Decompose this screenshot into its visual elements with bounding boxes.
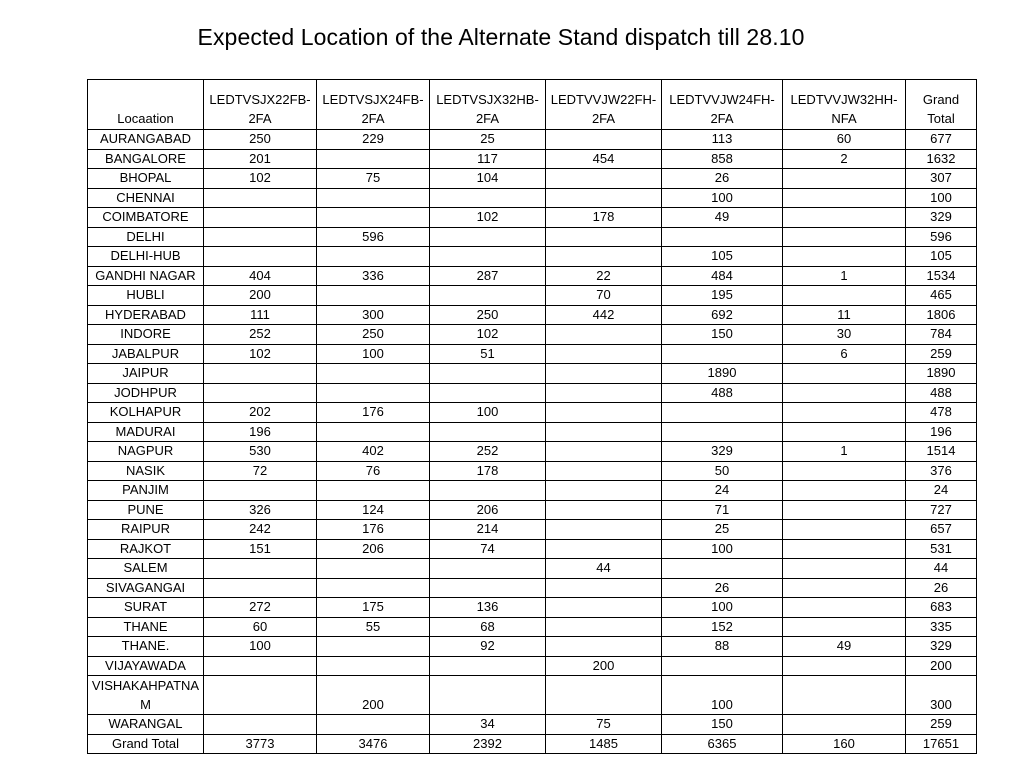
table-cell: 88 (662, 637, 783, 657)
table-cell: 102 (430, 208, 546, 228)
table-cell (430, 188, 546, 208)
table-cell (783, 247, 906, 267)
table-cell (546, 442, 662, 462)
table-cell (546, 539, 662, 559)
location-cell: PANJIM (88, 481, 204, 501)
table-cell: 30 (783, 325, 906, 345)
table-cell (546, 500, 662, 520)
table-cell: 206 (430, 500, 546, 520)
table-cell (430, 247, 546, 267)
table-cell: 100 (662, 598, 783, 618)
table-cell (783, 461, 906, 481)
table-cell: 150 (662, 715, 783, 735)
table-cell (662, 403, 783, 423)
table-cell (546, 344, 662, 364)
table-cell (783, 422, 906, 442)
table-cell (783, 286, 906, 306)
table-cell: 858 (662, 149, 783, 169)
table-cell (662, 656, 783, 676)
table-cell: 111 (204, 305, 317, 325)
table-cell: 100 (662, 676, 783, 715)
table-cell: 250 (430, 305, 546, 325)
table-body (88, 130, 977, 754)
table-cell: 683 (906, 598, 977, 618)
column-header: LEDTVSJX22FB-2FA (204, 80, 317, 130)
location-cell: THANE. (88, 637, 204, 657)
table-cell (546, 617, 662, 637)
table-cell: 2392 (430, 734, 546, 754)
table-row (88, 481, 977, 501)
table-cell: 25 (430, 130, 546, 150)
table-cell (546, 169, 662, 189)
location-cell: HYDERABAD (88, 305, 204, 325)
table-cell (430, 656, 546, 676)
table-cell: 454 (546, 149, 662, 169)
table-cell: 252 (204, 325, 317, 345)
table-cell: 596 (906, 227, 977, 247)
table-row (88, 442, 977, 462)
table-cell: 530 (204, 442, 317, 462)
table-cell: 250 (317, 325, 430, 345)
location-cell: COIMBATORE (88, 208, 204, 228)
table-cell: 404 (204, 266, 317, 286)
location-cell: BHOPAL (88, 169, 204, 189)
table-cell: 60 (204, 617, 317, 637)
table-cell: 105 (906, 247, 977, 267)
table-row (88, 247, 977, 267)
table-cell (783, 559, 906, 579)
table-cell (546, 247, 662, 267)
table-cell: 335 (906, 617, 977, 637)
table-cell (204, 715, 317, 735)
table-row (88, 539, 977, 559)
table-cell: 17651 (906, 734, 977, 754)
table-cell: 242 (204, 520, 317, 540)
table-cell: 26 (662, 169, 783, 189)
table-cell (662, 422, 783, 442)
location-cell: RAIPUR (88, 520, 204, 540)
table-cell (317, 559, 430, 579)
table-cell (783, 578, 906, 598)
table-row (88, 656, 977, 676)
table-cell: 202 (204, 403, 317, 423)
table-row (88, 188, 977, 208)
table-cell (546, 227, 662, 247)
table-cell: 478 (906, 403, 977, 423)
table-cell: 1514 (906, 442, 977, 462)
table-row (88, 149, 977, 169)
table-cell (546, 637, 662, 657)
table-cell: 70 (546, 286, 662, 306)
table-row (88, 169, 977, 189)
table-cell (546, 130, 662, 150)
table-row (88, 520, 977, 540)
table-cell (317, 656, 430, 676)
table-cell (317, 247, 430, 267)
table-cell: 287 (430, 266, 546, 286)
table-cell: 1485 (546, 734, 662, 754)
table-cell (783, 227, 906, 247)
column-header-location: Locaation (88, 80, 204, 130)
table-cell (546, 188, 662, 208)
table-cell: 11 (783, 305, 906, 325)
table-cell: 259 (906, 715, 977, 735)
table-cell (317, 715, 430, 735)
table-cell (430, 559, 546, 579)
table-cell: 105 (662, 247, 783, 267)
table-cell (204, 481, 317, 501)
table-cell: 531 (906, 539, 977, 559)
table-cell: 442 (546, 305, 662, 325)
table-cell: 329 (662, 442, 783, 462)
table-cell: 72 (204, 461, 317, 481)
location-cell: PUNE (88, 500, 204, 520)
table-cell: 201 (204, 149, 317, 169)
table-cell (546, 383, 662, 403)
table-cell: 100 (662, 539, 783, 559)
table-cell (430, 422, 546, 442)
table-cell (783, 656, 906, 676)
location-cell: Grand Total (88, 734, 204, 754)
table-cell: 24 (906, 481, 977, 501)
table-row (88, 130, 977, 150)
table-cell: 307 (906, 169, 977, 189)
page-title: Expected Location of the Alternate Stand dispatch till 28.10 (197, 24, 805, 50)
table-cell: 229 (317, 130, 430, 150)
table-cell (783, 364, 906, 384)
table-cell: 2 (783, 149, 906, 169)
table-cell (317, 188, 430, 208)
table-cell: 727 (906, 500, 977, 520)
table-cell: 206 (317, 539, 430, 559)
table-cell (783, 403, 906, 423)
table-row (88, 715, 977, 735)
table-row (88, 227, 977, 247)
table-cell: 49 (783, 637, 906, 657)
table-cell: 484 (662, 266, 783, 286)
table-cell (204, 676, 317, 715)
table-cell: 6 (783, 344, 906, 364)
location-cell: NASIK (88, 461, 204, 481)
table-cell: 326 (204, 500, 317, 520)
table-cell (430, 383, 546, 403)
table-cell: 272 (204, 598, 317, 618)
table-cell: 136 (430, 598, 546, 618)
table-cell: 259 (906, 344, 977, 364)
table-cell (546, 461, 662, 481)
table-cell: 160 (783, 734, 906, 754)
table-cell (783, 383, 906, 403)
table-cell: 488 (662, 383, 783, 403)
table-cell: 152 (662, 617, 783, 637)
table-cell: 200 (546, 656, 662, 676)
table-cell (430, 676, 546, 715)
table-row (88, 637, 977, 657)
table-cell (204, 227, 317, 247)
table-row (88, 578, 977, 598)
location-cell: KOLHAPUR (88, 403, 204, 423)
location-cell: VIJAYAWADA (88, 656, 204, 676)
table-cell: 34 (430, 715, 546, 735)
table-cell: 178 (430, 461, 546, 481)
table-cell (546, 676, 662, 715)
table-cell: 465 (906, 286, 977, 306)
table-row (88, 286, 977, 306)
table-cell (430, 227, 546, 247)
table-cell: 102 (204, 169, 317, 189)
table-cell (430, 578, 546, 598)
table-row (88, 422, 977, 442)
table-cell: 113 (662, 130, 783, 150)
location-cell: WARANGAL (88, 715, 204, 735)
column-header: LEDTVVJW32HH-NFA (783, 80, 906, 130)
location-cell: SIVAGANGAI (88, 578, 204, 598)
table-cell (662, 227, 783, 247)
table-cell: 68 (430, 617, 546, 637)
table-row (88, 325, 977, 345)
table-cell (546, 422, 662, 442)
table-row (88, 559, 977, 579)
location-cell: SALEM (88, 559, 204, 579)
table-cell (662, 559, 783, 579)
table-cell: 92 (430, 637, 546, 657)
table-cell: 250 (204, 130, 317, 150)
table-cell (204, 656, 317, 676)
table-row (88, 598, 977, 618)
table-header-row (88, 80, 977, 130)
table-row (88, 266, 977, 286)
location-cell: AURANGABAD (88, 130, 204, 150)
table-cell: 24 (662, 481, 783, 501)
table-row (88, 500, 977, 520)
table-cell (546, 403, 662, 423)
table-cell (783, 617, 906, 637)
table-cell (204, 364, 317, 384)
table-cell: 75 (317, 169, 430, 189)
table-cell (204, 208, 317, 228)
table-cell (317, 637, 430, 657)
table-cell: 104 (430, 169, 546, 189)
table-cell: 1806 (906, 305, 977, 325)
table-cell (204, 383, 317, 403)
table-cell (317, 364, 430, 384)
table-cell (783, 208, 906, 228)
location-cell: THANE (88, 617, 204, 637)
table-row (88, 383, 977, 403)
table-cell (546, 598, 662, 618)
table-cell (662, 344, 783, 364)
table-cell (430, 364, 546, 384)
table-row (88, 208, 977, 228)
table-cell: 402 (317, 442, 430, 462)
table-cell: 1632 (906, 149, 977, 169)
table-cell: 100 (317, 344, 430, 364)
table-cell: 150 (662, 325, 783, 345)
table-cell: 22 (546, 266, 662, 286)
location-cell: INDORE (88, 325, 204, 345)
table-cell: 44 (906, 559, 977, 579)
column-header: LEDTVSJX24FB-2FA (317, 80, 430, 130)
table-cell (546, 520, 662, 540)
table-cell (430, 481, 546, 501)
table-cell: 51 (430, 344, 546, 364)
table-cell: 178 (546, 208, 662, 228)
table-cell: 50 (662, 461, 783, 481)
table-cell (546, 364, 662, 384)
grand-total-row (88, 734, 977, 754)
table-cell: 488 (906, 383, 977, 403)
table-cell (317, 578, 430, 598)
table-cell (317, 383, 430, 403)
table-row (88, 344, 977, 364)
table-cell (317, 208, 430, 228)
column-header: LEDTVSJX32HB-2FA (430, 80, 546, 130)
table-cell: 176 (317, 403, 430, 423)
table-cell: 692 (662, 305, 783, 325)
table-cell: 677 (906, 130, 977, 150)
table-cell: 124 (317, 500, 430, 520)
table-cell: 175 (317, 598, 430, 618)
location-cell: HUBLI (88, 286, 204, 306)
table-cell: 300 (906, 676, 977, 715)
table-cell: 200 (906, 656, 977, 676)
table-cell (204, 247, 317, 267)
table-cell (204, 559, 317, 579)
table-cell (204, 578, 317, 598)
table-row (88, 676, 977, 715)
location-cell: JABALPUR (88, 344, 204, 364)
table-row (88, 305, 977, 325)
table-cell: 329 (906, 637, 977, 657)
table-cell: 300 (317, 305, 430, 325)
table-cell: 117 (430, 149, 546, 169)
table-cell: 200 (317, 676, 430, 715)
table-cell: 3773 (204, 734, 317, 754)
table-cell: 74 (430, 539, 546, 559)
table-cell (783, 715, 906, 735)
table-cell: 55 (317, 617, 430, 637)
table-cell: 3476 (317, 734, 430, 754)
table-cell: 100 (906, 188, 977, 208)
table-cell (783, 598, 906, 618)
table-cell: 100 (204, 637, 317, 657)
table-row (88, 617, 977, 637)
table-cell: 100 (662, 188, 783, 208)
table-cell: 336 (317, 266, 430, 286)
table-cell: 100 (430, 403, 546, 423)
table-cell: 151 (204, 539, 317, 559)
table-cell: 1534 (906, 266, 977, 286)
table-cell: 76 (317, 461, 430, 481)
table-cell (317, 481, 430, 501)
table-cell (546, 578, 662, 598)
location-cell: DELHI-HUB (88, 247, 204, 267)
table-cell: 102 (430, 325, 546, 345)
table-cell (783, 500, 906, 520)
table-cell (783, 676, 906, 715)
table-cell: 596 (317, 227, 430, 247)
table-cell (204, 188, 317, 208)
table-cell (783, 188, 906, 208)
table-cell: 71 (662, 500, 783, 520)
location-cell: RAJKOT (88, 539, 204, 559)
table-cell: 196 (906, 422, 977, 442)
table-cell: 60 (783, 130, 906, 150)
table-cell: 1 (783, 266, 906, 286)
table-cell (546, 481, 662, 501)
table-cell: 252 (430, 442, 546, 462)
table-cell (546, 325, 662, 345)
table-cell: 1890 (906, 364, 977, 384)
table-row (88, 461, 977, 481)
table-cell: 25 (662, 520, 783, 540)
table-cell (317, 422, 430, 442)
table-cell (783, 169, 906, 189)
location-cell: BANGALORE (88, 149, 204, 169)
table-cell: 176 (317, 520, 430, 540)
table-cell (783, 520, 906, 540)
location-cell: MADURAI (88, 422, 204, 442)
table-cell (783, 539, 906, 559)
table-cell: 6365 (662, 734, 783, 754)
table-cell (783, 481, 906, 501)
table-cell: 195 (662, 286, 783, 306)
table-cell: 329 (906, 208, 977, 228)
location-cell: JODHPUR (88, 383, 204, 403)
table-cell (317, 149, 430, 169)
table-cell: 196 (204, 422, 317, 442)
table-cell: 214 (430, 520, 546, 540)
location-cell: NAGPUR (88, 442, 204, 462)
table-row (88, 403, 977, 423)
location-cell: CHENNAI (88, 188, 204, 208)
column-header: LEDTVVJW22FH-2FA (546, 80, 662, 130)
table-cell: 1890 (662, 364, 783, 384)
location-cell: DELHI (88, 227, 204, 247)
table-cell: 376 (906, 461, 977, 481)
location-cell: GANDHI NAGAR (88, 266, 204, 286)
table-cell: 200 (204, 286, 317, 306)
table-cell: 784 (906, 325, 977, 345)
table-cell: 49 (662, 208, 783, 228)
table-cell: 657 (906, 520, 977, 540)
column-header: LEDTVVJW24FH-2FA (662, 80, 783, 130)
table-row (88, 364, 977, 384)
table-cell (430, 286, 546, 306)
table-cell: 26 (906, 578, 977, 598)
location-cell: SURAT (88, 598, 204, 618)
dispatch-table (87, 79, 977, 754)
table-cell: 26 (662, 578, 783, 598)
table-cell: 1 (783, 442, 906, 462)
table-cell: 75 (546, 715, 662, 735)
table-cell: 44 (546, 559, 662, 579)
table-cell: 102 (204, 344, 317, 364)
location-cell: JAIPUR (88, 364, 204, 384)
location-cell: VISHAKAHPATNAM (88, 676, 204, 715)
column-header: Grand Total (906, 80, 977, 130)
table-cell (317, 286, 430, 306)
